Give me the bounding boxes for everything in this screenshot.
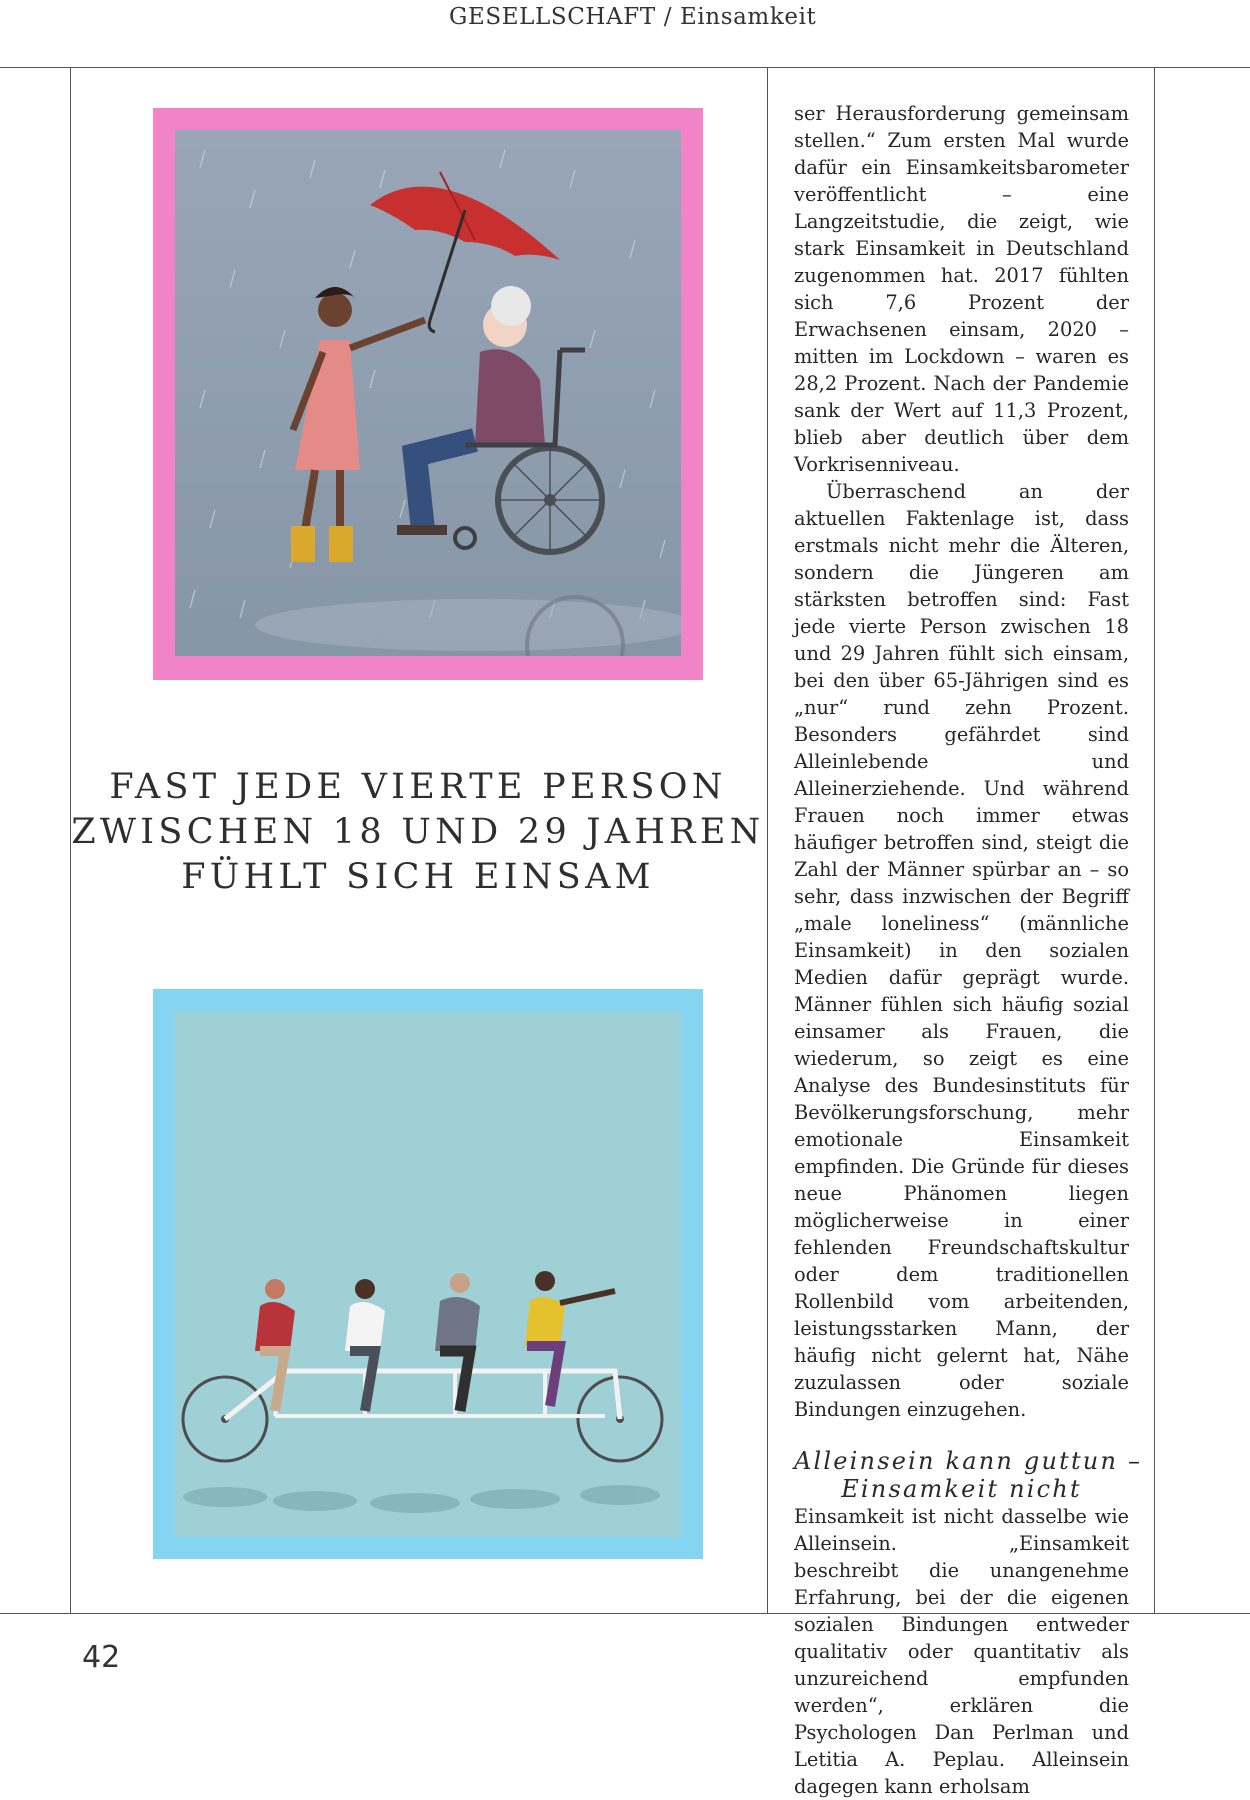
page-number: 42 — [82, 1640, 121, 1675]
illustration-umbrella — [175, 130, 681, 656]
section-header: GESELLSCHAFT / Einsamkeit — [449, 4, 817, 30]
subheading-line-1: Alleinsein kann guttun – — [794, 1447, 1143, 1475]
subheading-line-2: Einsamkeit nicht — [841, 1475, 1082, 1503]
illustration-tandem-frame — [153, 989, 703, 1559]
pull-quote-line-3: FÜHLT SICH EINSAM — [181, 857, 655, 897]
article-column — [794, 100, 1143, 1800]
illustration-umbrella-frame — [153, 108, 703, 680]
illustration-tandem — [175, 1011, 681, 1537]
pull-quote-line-2: ZWISCHEN 18 UND 29 JAHREN — [71, 812, 765, 852]
article-paragraph: Überraschend an der aktuellen Faktenlage ist, dass erstmals nicht mehr die Älteren, sondern die Jüngeren am stärksten betroffen sind: Fast jede vierte Person zwischen 18 und 29 Jahren fühlt sich einsam, bei den über 65-Jährigen sind es „nur“ rund zehn Prozent. Besonders gefährdet sind Alleinlebende und Alleinerziehende. Und während Frauen noch immer etwas häufiger betroffen sind, steigt die Zahl der Männer spürbar an – so sehr, dass inzwischen der Begriff „male loneliness“ (männliche Einsamkeit) in den sozialen Medien dafür geprägt wurde. Männer fühlen sich häufig sozial einsamer als Frauen, die wiederum, so zeigt es eine Analyse des Bundesinstituts für Bevölkerungsforschung, mehr emotionale Einsamkeit empfinden. Die Gründe für dieses neue Phänomen liegen möglicherweise in einer fehlenden Freundschaftskultur oder dem traditionellen Rollenbild vom arbeitenden, leistungsstarken Mann, der häufig nicht gelernt hat, Nähe zuzulassen oder soziale Bindungen einzugehen. — [794, 480, 1129, 1421]
center-column-rule — [767, 67, 768, 1613]
article-paragraph: ser Herausforderung gemeinsam stellen.“ Zum ersten Mal wurde dafür ein Einsamkeitsbarometer veröffentlicht – eine Langzeitstudie, die zeigt, wie stark Einsamkeit in Deutschland zugenommen hat. 2017 fühlten sich 7,6 Prozent der Erwachsenen einsam, 2020 – mitten im Lockdown – waren es 28,2 Prozent. Nach der Pandemie sank der Wert auf 11,3 Prozent, blieb aber deutlich über dem Vorkrisenniveau. — [794, 102, 1129, 476]
pull-quote — [70, 765, 766, 900]
subheading — [794, 1447, 1143, 1503]
top-rule — [0, 67, 1250, 68]
article-paragraph: Einsamkeit ist nicht dasselbe wie Alleinsein. „Einsamkeit beschreibt die unangenehme Erfahrung, bei der die eigenen sozialen Bindungen entweder qualitativ oder quantitativ als unzureichend empfunden werden“, erklären die Psychologen Dan Perlman und Letitia A. Peplau. Alleinsein dagegen kann erholsam — [794, 1505, 1129, 1798]
pull-quote-line-1: FAST JEDE VIERTE PERSON — [109, 767, 727, 807]
right-column-rule — [1154, 67, 1155, 1613]
